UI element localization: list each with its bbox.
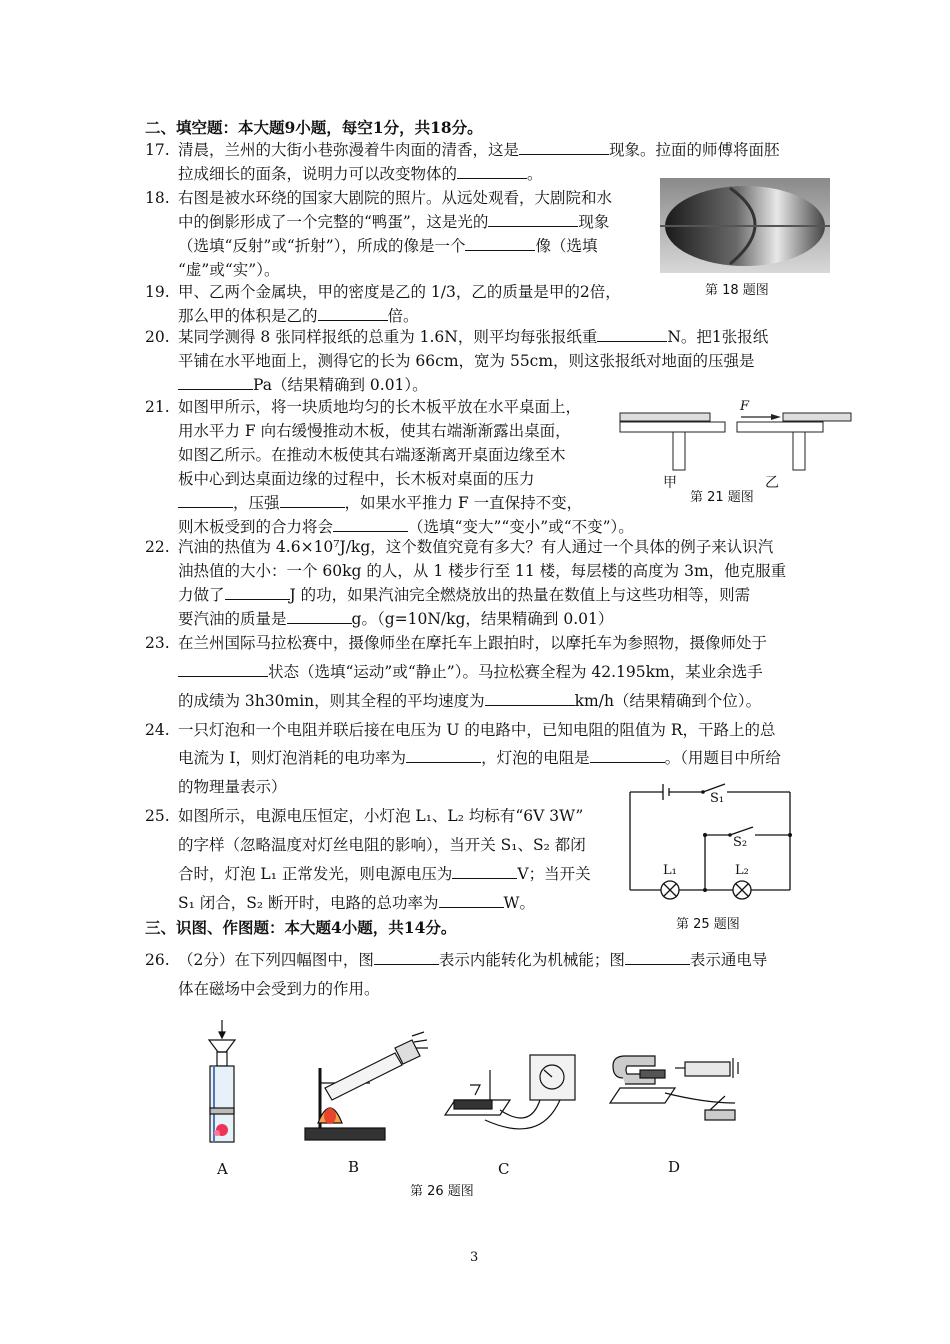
question-line (178, 537, 773, 557)
question-text: 。 (527, 165, 543, 183)
question-number: 19. (145, 283, 170, 301)
question-line (178, 421, 571, 441)
question-text: g。（g=10N/kg，结果精确到 0.01） (351, 610, 614, 628)
question-line (178, 950, 767, 970)
figure-21-label-jia: 甲 (663, 475, 677, 491)
question-text: J 的功，如果汽油完全燃烧放出的热量在数值上与这些功相等，则需 (289, 586, 751, 604)
question-line (178, 585, 750, 605)
question-line (178, 864, 591, 884)
question-line (178, 720, 776, 740)
question-number: 22. (145, 538, 170, 556)
question-line (178, 748, 781, 768)
figure-21-label-yi: 乙 (765, 475, 779, 491)
question-number: 23. (145, 634, 170, 652)
figure-26-d-motor (605, 1048, 750, 1138)
figure-18-photo (660, 178, 830, 273)
question-text: km/h（结果精确到个位）。 (574, 692, 762, 710)
answer-blank[interactable] (280, 493, 345, 508)
question-text: 如图乙所示。在推动木板使其右端逐渐离开桌面边缘至木 (178, 446, 566, 464)
question-line (178, 893, 535, 913)
question-text: 力做了 (178, 586, 225, 604)
answer-blank[interactable] (625, 950, 690, 965)
question-line (178, 662, 763, 682)
answer-blank[interactable] (178, 493, 233, 508)
figure-21-force-label: F (740, 399, 750, 414)
question-number: 24. (145, 721, 170, 739)
answer-blank[interactable] (406, 748, 481, 763)
question-text: 的成绩为 3h30min，则其全程的平均速度为 (178, 692, 485, 710)
question-line (178, 351, 755, 371)
question-line (178, 806, 583, 826)
question-text: 的物理量表示） (178, 778, 287, 796)
question-text: 汽油的热值为 4.6×10⁷J/kg，这个数值究竟有多大？有人通过一个具体的例子来认识汽 (178, 538, 774, 556)
question-text: 平铺在水平地面上，测得它的长为 66cm，宽为 55cm，则这张报纸对地面的压强是 (178, 352, 755, 370)
figure-26-label-d: D (668, 1158, 681, 1176)
question-number: 25. (145, 807, 170, 825)
question-text: 某同学测得 8 张同样报纸的总重为 1.6N，则平均每张报纸重 (178, 328, 598, 346)
figure-25-s1-label: S₁ (710, 791, 725, 806)
answer-blank[interactable] (178, 662, 268, 677)
figure-26-caption: 第 26 题图 (410, 1184, 474, 1199)
question-line (178, 493, 582, 513)
figure-26-b-steam (300, 1028, 430, 1143)
question-text: N。把1张报纸 (667, 328, 769, 346)
answer-blank[interactable] (457, 164, 527, 179)
figure-18-caption: 第 18 题图 (705, 283, 769, 298)
question-line (178, 306, 419, 326)
question-line (178, 469, 535, 489)
question-text: 清晨，兰州的大街小巷弥漫着牛肉面的清香，这是 (178, 141, 520, 159)
question-text: 的字样（忽略温度对灯丝电阻的影响），当开关 S₁、S₂ 都闭 (178, 836, 586, 854)
section-2-heading: 二、填空题：本大题9小题，每空1分，共18分。 (145, 118, 483, 137)
question-text: 表示内能转化为机械能；图 (438, 951, 625, 969)
answer-blank[interactable] (287, 609, 352, 624)
answer-blank[interactable] (590, 748, 665, 763)
question-text: 。（用题目中所给 (664, 749, 781, 767)
question-text: 如图所示，电源电压恒定，小灯泡 L₁、L₂ 均标有“6V 3W” (178, 807, 584, 825)
question-line (178, 445, 566, 465)
question-text: 状态（选填“运动”或“静止”）。马拉松赛全程为 42.195km，某业余选手 (268, 663, 763, 681)
figure-26-label-b: B (348, 1158, 360, 1176)
answer-blank[interactable] (452, 864, 517, 879)
question-line (178, 561, 786, 581)
question-text: 中的倒影形成了一个完整的“鸭蛋”，这是光的 (178, 213, 489, 231)
answer-blank[interactable] (465, 236, 535, 251)
question-line (178, 633, 767, 653)
question-text: 表示通电导 (689, 951, 768, 969)
question-text: S₁ 闭合，S₂ 断开时，电路的总功率为 (178, 894, 439, 912)
question-line (178, 375, 428, 395)
question-text: 现象 (578, 213, 610, 231)
question-text: 电流为 I，则灯泡消耗的电功率为 (178, 749, 407, 767)
question-text: 甲、乙两个金属块，甲的密度是乙的 1/3，乙的质量是甲的2倍， (178, 283, 621, 301)
figure-25-s2-label: S₂ (733, 835, 748, 850)
question-line (178, 517, 634, 537)
question-line (178, 164, 543, 184)
question-line (178, 397, 581, 417)
question-text: 在兰州国际马拉松赛中，摄像师坐在摩托车上跟拍时，以摩托车为参照物，摄像师处于 (178, 634, 768, 652)
figure-26-c-generator (440, 1050, 580, 1140)
question-line (178, 835, 586, 855)
question-text: 板中心到达桌面边缘的过程中，长木板对桌面的压力 (178, 470, 535, 488)
question-line (178, 212, 609, 232)
answer-blank[interactable] (333, 517, 408, 532)
question-number: 17. (145, 141, 170, 159)
figure-25-l1-label: L₁ (663, 863, 677, 878)
figure-21-boards (615, 398, 855, 478)
question-number: 26. (145, 951, 170, 969)
question-line (178, 260, 279, 280)
question-line (178, 236, 597, 256)
question-text: 油热值的大小：一个 60kg 的人，从 1 楼步行至 11 楼，每层楼的高度为 3m，他克服重 (178, 562, 787, 580)
question-line (178, 140, 780, 160)
question-text: ，压强 (233, 494, 280, 512)
question-text: 则木板受到的合力将会 (178, 518, 334, 536)
question-text: 拉成细长的面条，说明力可以改变物体的 (178, 165, 458, 183)
answer-blank[interactable] (374, 950, 439, 965)
page-number: 3 (470, 1250, 479, 1265)
question-line (178, 327, 768, 347)
question-text: 如图甲所示，将一块质地均匀的长木板平放在水平桌面上， (178, 398, 582, 416)
question-text: （选填“变大”“变小”或“不变”）。 (408, 518, 634, 536)
question-text: 用水平力 F 向右缓慢推动木板，使其右端渐渐露出桌面， (178, 422, 571, 440)
question-text: 像（选填 (535, 237, 598, 255)
question-number: 20. (145, 328, 170, 346)
question-text: “虚”或“实”）。 (178, 261, 280, 279)
question-line (178, 609, 613, 629)
section-3-heading: 三、识图、作图题：本大题4小题，共14分。 (145, 918, 457, 937)
figure-25-caption: 第 25 题图 (676, 917, 740, 932)
answer-blank[interactable] (439, 893, 504, 908)
question-text: 一只灯泡和一个电阻并联后接在电压为 U 的电路中，已知电阻的阻值为 R，干路上的总 (178, 721, 776, 739)
question-text: 合时，灯泡 L₁ 正常发光，则电源电压为 (178, 865, 453, 883)
question-line (178, 691, 761, 711)
question-line (178, 979, 380, 999)
question-text: 要汽油的质量是 (178, 610, 287, 628)
question-text: W。 (503, 894, 535, 912)
question-text: 现象。拉面的师傅将面胚 (609, 141, 780, 159)
answer-blank[interactable] (178, 375, 253, 390)
question-text: ，如果水平推力 F 一直保持不变， (344, 494, 583, 512)
question-text: （选填“反射”或“折射”），所成的像是一个 (178, 237, 466, 255)
figure-26-label-a: A (217, 1160, 228, 1178)
figure-21-caption: 第 21 题图 (690, 490, 754, 505)
question-text: V；当开关 (517, 865, 591, 883)
figure-26-a-syringe (195, 1018, 250, 1148)
question-line (178, 282, 621, 302)
answer-blank[interactable] (225, 585, 290, 600)
answer-blank[interactable] (597, 327, 667, 342)
answer-blank[interactable] (485, 691, 575, 706)
answer-blank[interactable] (488, 212, 578, 227)
figure-26-label-c: C (498, 1160, 510, 1178)
question-number: 18. (145, 189, 170, 207)
question-text: 右图是被水环绕的国家大剧院的照片。从远处观看，大剧院和水 (178, 189, 613, 207)
question-line (178, 777, 287, 797)
figure-25-l2-label: L₂ (735, 863, 749, 878)
answer-blank[interactable] (318, 306, 388, 321)
question-text: ，灯泡的电阻是 (481, 749, 590, 767)
question-text: Pa（结果精确到 0.01）。 (253, 376, 428, 394)
question-text: 倍。 (387, 307, 419, 325)
question-line (178, 188, 612, 208)
question-text: 体在磁场中会受到力的作用。 (178, 980, 380, 998)
question-number: 21. (145, 398, 170, 416)
question-text: 那么甲的体积是乙的 (178, 307, 318, 325)
question-text: （2分）在下列四幅图中，图 (178, 951, 374, 969)
answer-blank[interactable] (519, 140, 609, 155)
